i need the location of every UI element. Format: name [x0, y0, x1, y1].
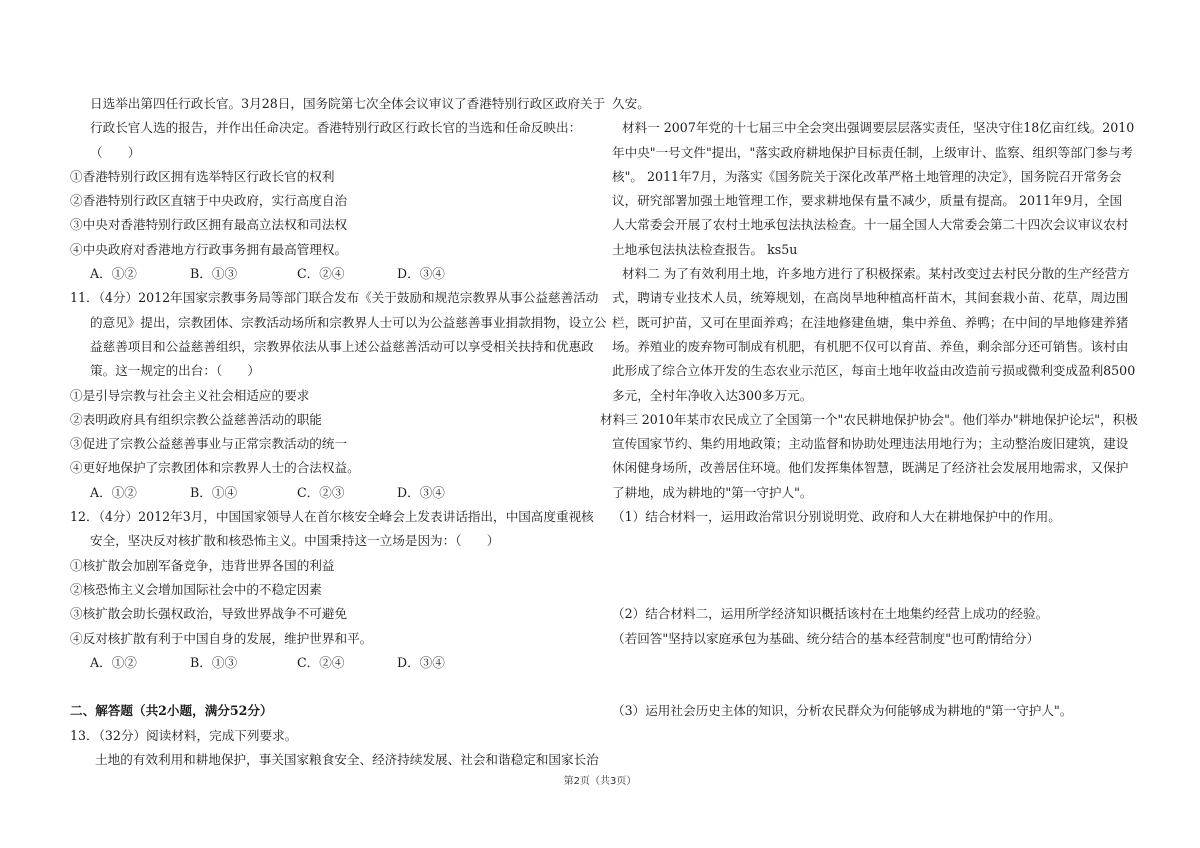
- q11-options: [70, 481, 602, 505]
- material-2-line: 此形成了综合立体开发的生态农业示范区，每亩土地年收益由改造前亏损或微利变成盈利8500: [612, 363, 1136, 379]
- q12-statement: ③核扩散会助长强权政治，导致世界战争不可避免: [70, 606, 348, 622]
- q10-answer-blank: （ ）: [90, 144, 141, 160]
- answer-space: [612, 675, 1032, 699]
- q11-statement: ②表明政府具有组织宗教公益慈善活动的职能: [70, 411, 322, 427]
- right-column: [600, 92, 1138, 724]
- q11-option-b: B．①④: [190, 484, 238, 500]
- q11-statement: ③促进了宗教公益慈善事业与正常宗教活动的统一: [70, 436, 348, 452]
- material-2-line: 场。养殖业的废弃物可制成有机肥，有机肥不仅可以育苗、养鱼，剩余部分还可销售。该村由: [612, 338, 1129, 354]
- sub-question-2-note: （若回答"坚持以家庭承包为基础、统分结合的基本经营制度"也可酌情给分）: [612, 630, 1040, 646]
- q10-statement: ①香港特别行政区拥有选举特区行政长官的权利: [70, 168, 335, 184]
- q10-option-b: B．①③: [190, 266, 238, 282]
- q13-intro: 土地的有效利用和耕地保护，事关国家粮食安全、经济持续发展、社会和谐稳定和国家长治: [95, 752, 599, 768]
- material-3-line: 休闲健身场所，改善居住环境。他们发挥集体智慧，既满足了经济社会发展用地需求，又保护: [612, 460, 1129, 476]
- material-2-line: 多元，全村年净收入达300多万元。: [612, 387, 813, 403]
- left-column: [70, 92, 607, 772]
- q12-statement: ②核恐怖主义会增加国际社会中的不稳定因素: [70, 581, 322, 597]
- q10-options: [70, 262, 602, 286]
- q12-option-d: D．③④: [397, 654, 445, 670]
- material-2-line: 栏，既可护苗，又可在里面养鸡；在洼地修建鱼塘，集中养鱼、养鸭；在中间的旱地修建养猪: [612, 314, 1129, 330]
- q12-statement: ①核扩散会加剧军备竞争，违背世界各国的利益: [70, 557, 335, 573]
- q12-statement: ④反对核扩散有利于中国自身的发展，维护世界和平。: [70, 630, 373, 646]
- q10-statement: ②香港特别行政区直辖于中央政府，实行高度自治: [70, 193, 348, 209]
- q11-stem: 益慈善项目和公益慈善组织，宗教界依法从事上述公益慈善活动可以享受相关扶持和优惠政: [90, 338, 594, 354]
- section-title: 二、解答题（共2小题，满分52分）: [70, 703, 273, 719]
- material-3-line: 宣传国家节约、集约用地政策；主动监督和协助处理违法用地行为；主动整治废旧建筑，建设: [612, 436, 1129, 452]
- answer-space: [612, 651, 1032, 675]
- answer-space: [612, 529, 1032, 553]
- material-1-line: 材料一 2007年党的十七届三中全会突出强调要层层落实责任，坚决守住18亿亩红线。2010: [622, 120, 1135, 136]
- material-1-line: 人大常委会开展了农村土地承包法执法检查。十一届全国人大常委会第二十四次会议审议农村: [612, 217, 1129, 233]
- q11-stem: 的意见》提出，宗教团体、宗教活动场所和宗教界人士可以为公益慈善事业捐款捐物，设立公: [90, 314, 607, 330]
- sub-question-3: （3）运用社会历史主体的知识，分析农民群众为何能够成为耕地的"第一守护人"。: [612, 703, 1073, 719]
- material-2-line: 式，聘请专业技术人员，统筹规划，在高岗旱地种植高杆苗木，其间套栽小苗、花草，周边围: [612, 290, 1129, 306]
- spacer: [70, 675, 602, 699]
- q13-intro-continued: 久安。: [612, 96, 650, 111]
- material-2-line: 材料二 为了有效利用土地，许多地方进行了积极探索。某村改变过去村民分散的生产经营方: [622, 266, 1130, 282]
- q10-text-line: 日选举出第四任行政长官。3月28日，国务院第七次全体会议审议了香港特别行政区政府关于: [90, 96, 606, 111]
- q10-statement: ④中央政府对香港地方行政事务拥有最高管理权。: [70, 241, 348, 257]
- q12-options: [70, 651, 602, 675]
- q10-text-line: 行政长官人选的报告，并作出任命决定。香港特别行政区行政长官的当选和任命反映出：: [90, 120, 582, 136]
- q10-option-d: D．③④: [397, 266, 445, 282]
- q11-statement: ④更好地保护了宗教团体和宗教界人士的合法权益。: [70, 460, 360, 476]
- material-1-line: 核"。 2011年7月，为落实《国务院关于深化改革严格土地管理的决定》，国务院召开常务会: [612, 168, 1122, 184]
- page-number: 第2页（共3页）: [563, 776, 637, 787]
- answer-space: [612, 554, 1032, 578]
- q13-stem: 13．（32分）阅读材料，完成下列要求。: [70, 727, 298, 743]
- answer-space: [612, 578, 1032, 602]
- q11-statement: ①是引导宗教与社会主义社会相适应的要求: [70, 387, 310, 403]
- q12-stem: 安全，坚决反对核扩散和核恐怖主义。中国秉持这一立场是因为：（ ）: [90, 533, 500, 549]
- material-3-line: 了耕地，成为耕地的"第一守护人"。: [612, 484, 813, 500]
- sub-question-1: （1）结合材料一，运用政治常识分别说明党、政府和人大在耕地保护中的作用。: [612, 509, 1061, 525]
- q11-stem: 11．（4分）2012年国家宗教事务局等部门联合发布《关于鼓励和规范宗教界从事公益慈善活动: [70, 290, 599, 306]
- q10-option-a: A．①②: [90, 266, 137, 282]
- sub-question-2: （2）结合材料二，运用所学经济知识概括该村在土地集约经营上成功的经验。: [612, 606, 1049, 622]
- material-1-line: 土地承包法执法检查报告。 ks5u: [612, 241, 798, 257]
- material-1-line: 议，研究部署加强土地管理工作，要求耕地保有量不减少，质量有提高。 2011年9月，全国: [612, 193, 1123, 209]
- q11-option-c: C．②③: [297, 484, 345, 500]
- q12-stem: 12．（4分）2012年3月，中国国家领导人在首尔核安全峰会上发表讲话指出，中国高度重视核: [70, 509, 594, 525]
- q12-option-b: B．①③: [190, 654, 238, 670]
- q10-option-c: C．②④: [297, 266, 345, 282]
- q12-option-c: C．②④: [297, 654, 345, 670]
- q11-option-a: A．①②: [90, 484, 137, 500]
- q11-option-d: D．③④: [397, 484, 445, 500]
- material-3-line: 材料三 2010年某市农民成立了全国第一个"农民耕地保护协会"。他们举办"耕地保护论坛"，积极: [600, 411, 1138, 427]
- q11-stem: 策。这一规定的出台：（ ）: [90, 363, 261, 379]
- material-1-line: 年中央"一号文件"提出，"落实政府耕地保护目标责任制，上级审计、监察、组织等部门参与考: [612, 144, 1134, 160]
- q10-statement: ③中央对香港特别行政区拥有最高立法权和司法权: [70, 217, 348, 233]
- q12-option-a: A．①②: [90, 654, 137, 670]
